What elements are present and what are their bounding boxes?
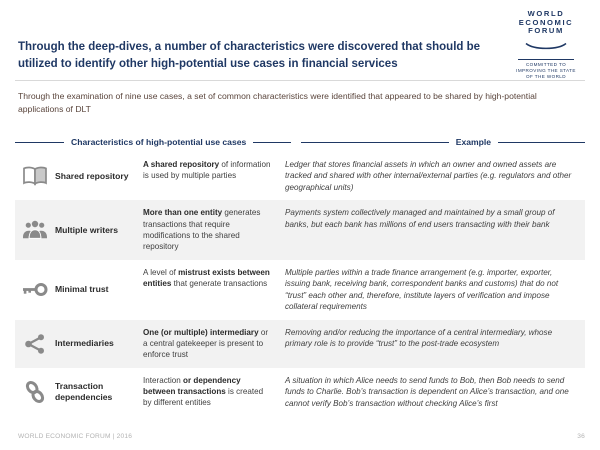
page-title: Through the deep-dives, a number of characteristics were discovered that should be utilized to identify other high-potential use cases in financial services xyxy=(18,41,481,70)
example-text: Ledger that stores financial assets in which an owner and owned assets are tracked and shared with other internal/external parties (e.g. regulators and other geographical units) xyxy=(285,160,572,192)
example-text: Multiple parties within a trade finance arrangement (e.g. importer, exporter, issuing bank, receiving bank, correspondent banks and customs) that do not “trust” each other and, therefore, institute layers of verification and impose collateral requirements xyxy=(285,267,559,312)
characteristics-header-label: Characteristics of high-potential use cases xyxy=(71,137,247,147)
characteristic-name: Multiple writers xyxy=(55,224,119,235)
logo-tagline: COMMITTED TO IMPROVING THE STATE OF THE WORLD xyxy=(516,61,576,80)
logo-swoosh-icon xyxy=(505,37,587,55)
logo-word: ECONOMIC xyxy=(518,17,574,27)
characteristic-description: Interaction or dependency between transactions is created by different entities xyxy=(143,375,264,408)
header-rule xyxy=(498,142,585,143)
characteristic-name: Shared repository xyxy=(55,170,129,181)
table-row xyxy=(15,320,585,368)
chain-link-icon xyxy=(15,375,55,409)
example-header-label: Example xyxy=(455,137,492,147)
header-rule xyxy=(15,142,64,143)
characteristic-name: Intermediaries xyxy=(55,338,114,349)
characteristic-description: One (or multiple) intermediary or a central gatekeeper is present to enforce trust xyxy=(143,327,269,360)
logo-word: WORLD xyxy=(527,9,565,18)
share-network-icon xyxy=(15,327,55,361)
key-icon xyxy=(15,267,55,313)
characteristics-header-group xyxy=(15,137,291,147)
example-header-group xyxy=(301,137,585,147)
characteristic-name: Transaction dependencies xyxy=(55,380,113,402)
example-text: Removing and/or reducing the importance of a central intermediary, whose primary role is to provide “trust” to the post-trade ecosystem xyxy=(285,327,553,349)
table-row xyxy=(15,152,585,200)
example-text: Payments system collectively managed and maintained by a small group of banks, but each bank has millions of end users transacting with their bank xyxy=(285,208,555,229)
characteristics-table xyxy=(15,152,585,416)
table-row xyxy=(15,260,585,320)
slide-footer xyxy=(18,433,585,440)
characteristic-description: More than one entity generates transactions that require modifications to the shared repository xyxy=(143,208,261,252)
wef-logo xyxy=(505,10,587,81)
page-subtitle: Through the examination of nine use cases, a set of common characteristics were identified that appeared to be shared by high-potential applications of DLT xyxy=(18,91,537,114)
table-row xyxy=(15,200,585,259)
page-number: 36 xyxy=(577,433,585,440)
characteristic-description: A shared repository of information is used by multiple parties xyxy=(143,160,271,181)
title-divider xyxy=(15,80,585,81)
example-text: A situation in which Alice needs to send funds to Bob, then Bob needs to send funds to Charlie. Bob’s transaction is dependent on Alice’s transaction, and one cannot verify Bob’s transaction without checking Alice’s first xyxy=(285,375,569,408)
open-book-icon xyxy=(15,159,55,193)
footer-source: WORLD ECONOMIC FORUM | 2016 xyxy=(18,433,133,440)
header-rule xyxy=(301,142,449,143)
header-rule xyxy=(253,142,291,143)
characteristic-description: A level of mistrust exists between entities that generate transactions xyxy=(143,267,270,289)
table-header xyxy=(15,137,585,147)
logo-word: FORUM xyxy=(528,26,564,35)
people-group-icon xyxy=(15,207,55,252)
characteristic-name: Minimal trust xyxy=(55,284,109,295)
table-row xyxy=(15,368,585,416)
logo-divider xyxy=(518,59,574,60)
